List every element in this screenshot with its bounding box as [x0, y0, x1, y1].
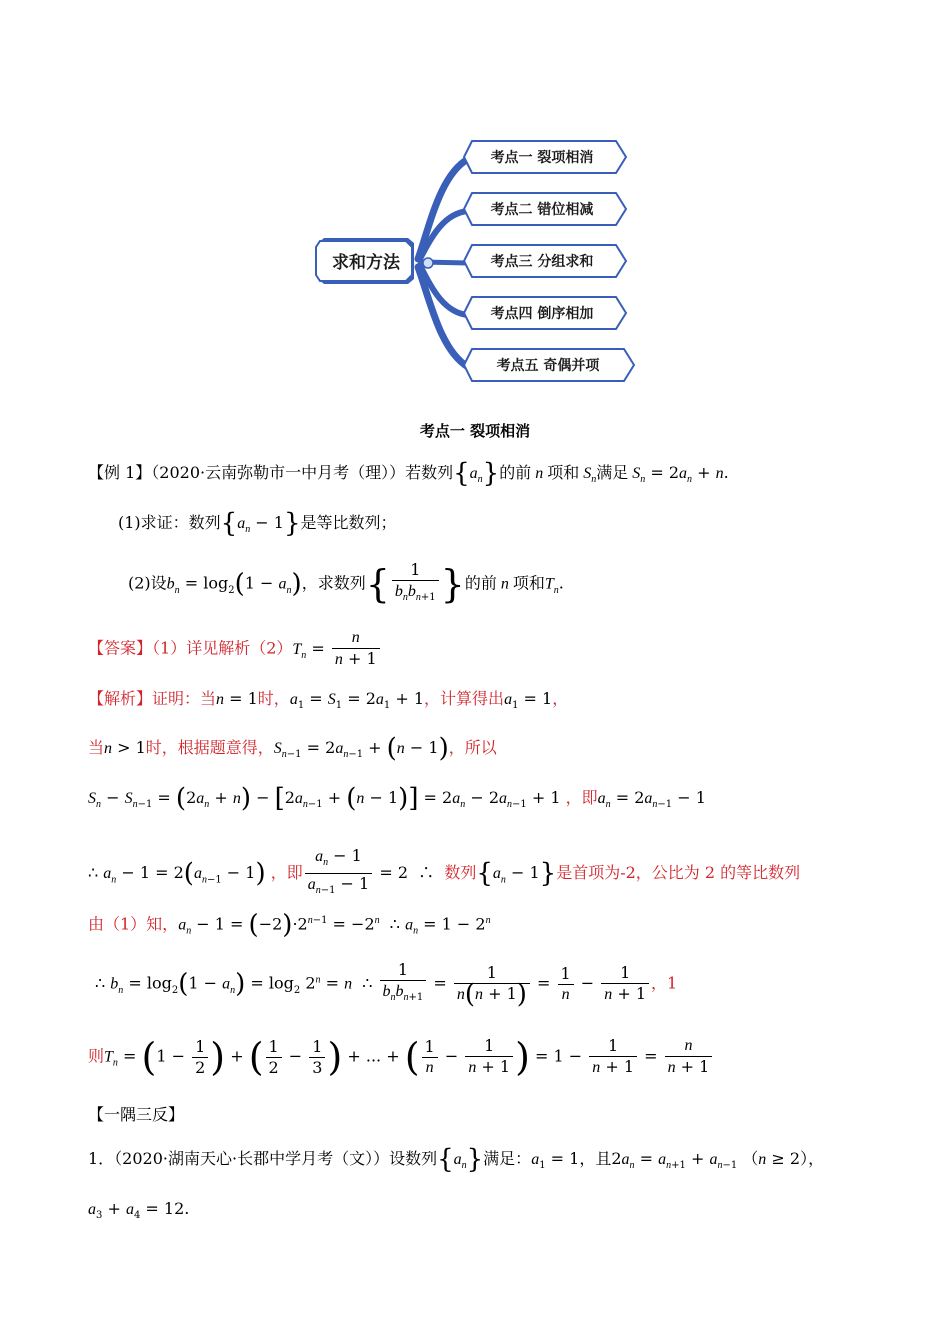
- text: 则: [88, 1046, 105, 1066]
- text: ，求数列: [301, 573, 366, 593]
- mindmap-branch-label: 考点三 分组求和: [490, 254, 594, 270]
- mindmap-branch-5: [464, 349, 634, 381]
- text: 时，: [257, 689, 290, 708]
- mindmap-branch-label: 考点四 倒序相加: [490, 306, 594, 322]
- example-1-question-2: (2)设$b_n = \log_2(1 - a_n)$，求数列{ $\frac{1}{b_nb_{n+1}}$ }的前 n 项和$T_n$.: [128, 560, 564, 607]
- practice-label: 【一隅三反】: [88, 1105, 185, 1124]
- answer-text: （1）详见解析（2）: [152, 638, 293, 658]
- text: 数列: [444, 863, 477, 883]
- text: 满足: [596, 463, 629, 482]
- practice-question-1-cont: $a_3 + a_4 = 12$.: [88, 1199, 190, 1222]
- text: ，1: [651, 973, 678, 993]
- text: 是首项为-2，公比为 2 的等比数列: [556, 863, 801, 883]
- example-1-question-1: (1)求证：数列$\{a_n - 1\}$是等比数列；: [118, 508, 397, 539]
- text: ），: [800, 1149, 825, 1168]
- text: 时，根据题意得，: [145, 738, 274, 757]
- answer-line: 【答案】（1）详见解析$(2)T_n$ = $\frac{n}{n + 1}$: [88, 628, 382, 670]
- text: (1)求证：数列: [118, 513, 221, 532]
- summation-methods-mindmap: [310, 135, 640, 390]
- text: （: [742, 1149, 759, 1168]
- analysis-line-6: ∴ $b_n = \log_2(1 - a_n) = \log_2 2^n = n$ ∴ $\frac{1}{b_nb_{n+1}}$ = $\frac{1}{n(n + 1)}$ = $\frac{1}{n}$ − $\frac{1}{n + 1}$ ，1: [95, 960, 678, 1010]
- text: 证明：当: [152, 689, 217, 708]
- practice-question-1: 1．（2020·湖南天心·长郡中学月考（文））设数列$\{a_n\}$满足：$a_1 = 1$，且$2a_n = a_{n+1} + a_{n-1}$ （n ≥ 2），: [88, 1144, 825, 1175]
- mindmap-branch-label: 考点一 裂项相消: [490, 150, 594, 166]
- text: (2)设: [128, 573, 167, 593]
- mindmap-branch-label: 考点五 奇偶并项: [496, 358, 600, 374]
- text: 项和: [547, 463, 580, 482]
- example-1-statement: 【例 1】（2020·云南弥勒市一中月考（理））若数列$\{a_n\}$的前 n 项和 $S_n$满足 $S_n = 2a_n + n$.: [88, 458, 729, 489]
- text: 满足：: [483, 1149, 532, 1168]
- text: 的前: [499, 463, 532, 482]
- text: ，即: [270, 863, 303, 883]
- text: ，即: [565, 788, 598, 807]
- example-source: （2020·云南弥勒市一中月考（理））若数列: [151, 463, 454, 482]
- analysis-line-5: 由（1）知，$a_n - 1 = (-2)\cdot 2^{n-1} = -2^n$ ∴ $a_n = 1 - 2^n$: [88, 909, 491, 940]
- analysis-line-4: ∴ $a_n - 1 = 2(a_{n-1} - 1)$ ，即 $\frac{a_n - 1}{a_{n-1} - 1}$ = 2 ∴ 数列$\{a_n - 1\}$是首项为-2，公比为 2 的等比数列: [88, 846, 801, 897]
- mindmap-branch-label: 考点二 错位相减: [490, 202, 594, 218]
- mindmap-center-label: 求和方法: [332, 253, 400, 273]
- answer-label: 【答案】: [88, 638, 153, 658]
- mindmap-branch-4: [464, 297, 626, 329]
- mindmap-branch-2: [464, 193, 626, 225]
- analysis-line-7: 则$T_n = (1$ − $\frac{1}{2}$ ) + ( $\frac{1}{2}$ − $\frac{1}{3}$ ) + ... + ( $\frac{1}{n}$ − $\frac{1}{n + 1}$ ) = 1 − $\frac{1}{n + 1}$ = $\frac{n}{n + 1}$: [88, 1036, 714, 1078]
- text: 项和: [512, 573, 545, 593]
- text: 的前: [464, 573, 497, 593]
- analysis-line-1: 【解析】证明：当n = 1时，$a_1 = S_1 = 2a_1 + 1$，计算得出$a_1 = 1$，: [88, 689, 569, 712]
- text: 是等比数列；: [300, 513, 397, 532]
- text: 由（1）知，: [88, 914, 179, 934]
- example-label: 【例 1】: [88, 463, 152, 482]
- section-title: 考点一 裂项相消: [419, 422, 531, 440]
- text: 1．（2020·湖南天心·长郡中学月考（文））设数列: [88, 1149, 438, 1168]
- text: ，所以: [448, 738, 497, 757]
- mindmap-branch-3: [464, 245, 626, 277]
- analysis-line-3: $S_n - S_{n-1} = (2a_n + n) - [2a_{n-1} + (n - 1)] = 2a_n - 2a_{n-1} + 1$ ，即$a_n = 2a_{n-1} - 1$: [88, 783, 706, 814]
- analysis-label: 【解析】: [88, 689, 153, 708]
- mindmap-branch-1: [464, 141, 626, 173]
- text: ，且: [579, 1149, 612, 1168]
- text: 当: [88, 738, 105, 757]
- text: ，计算得出: [424, 689, 505, 708]
- analysis-line-2: 当n > 1时，根据题意得，$S_{n-1} = 2a_{n-1} + (n - 1)$，所以: [88, 733, 497, 764]
